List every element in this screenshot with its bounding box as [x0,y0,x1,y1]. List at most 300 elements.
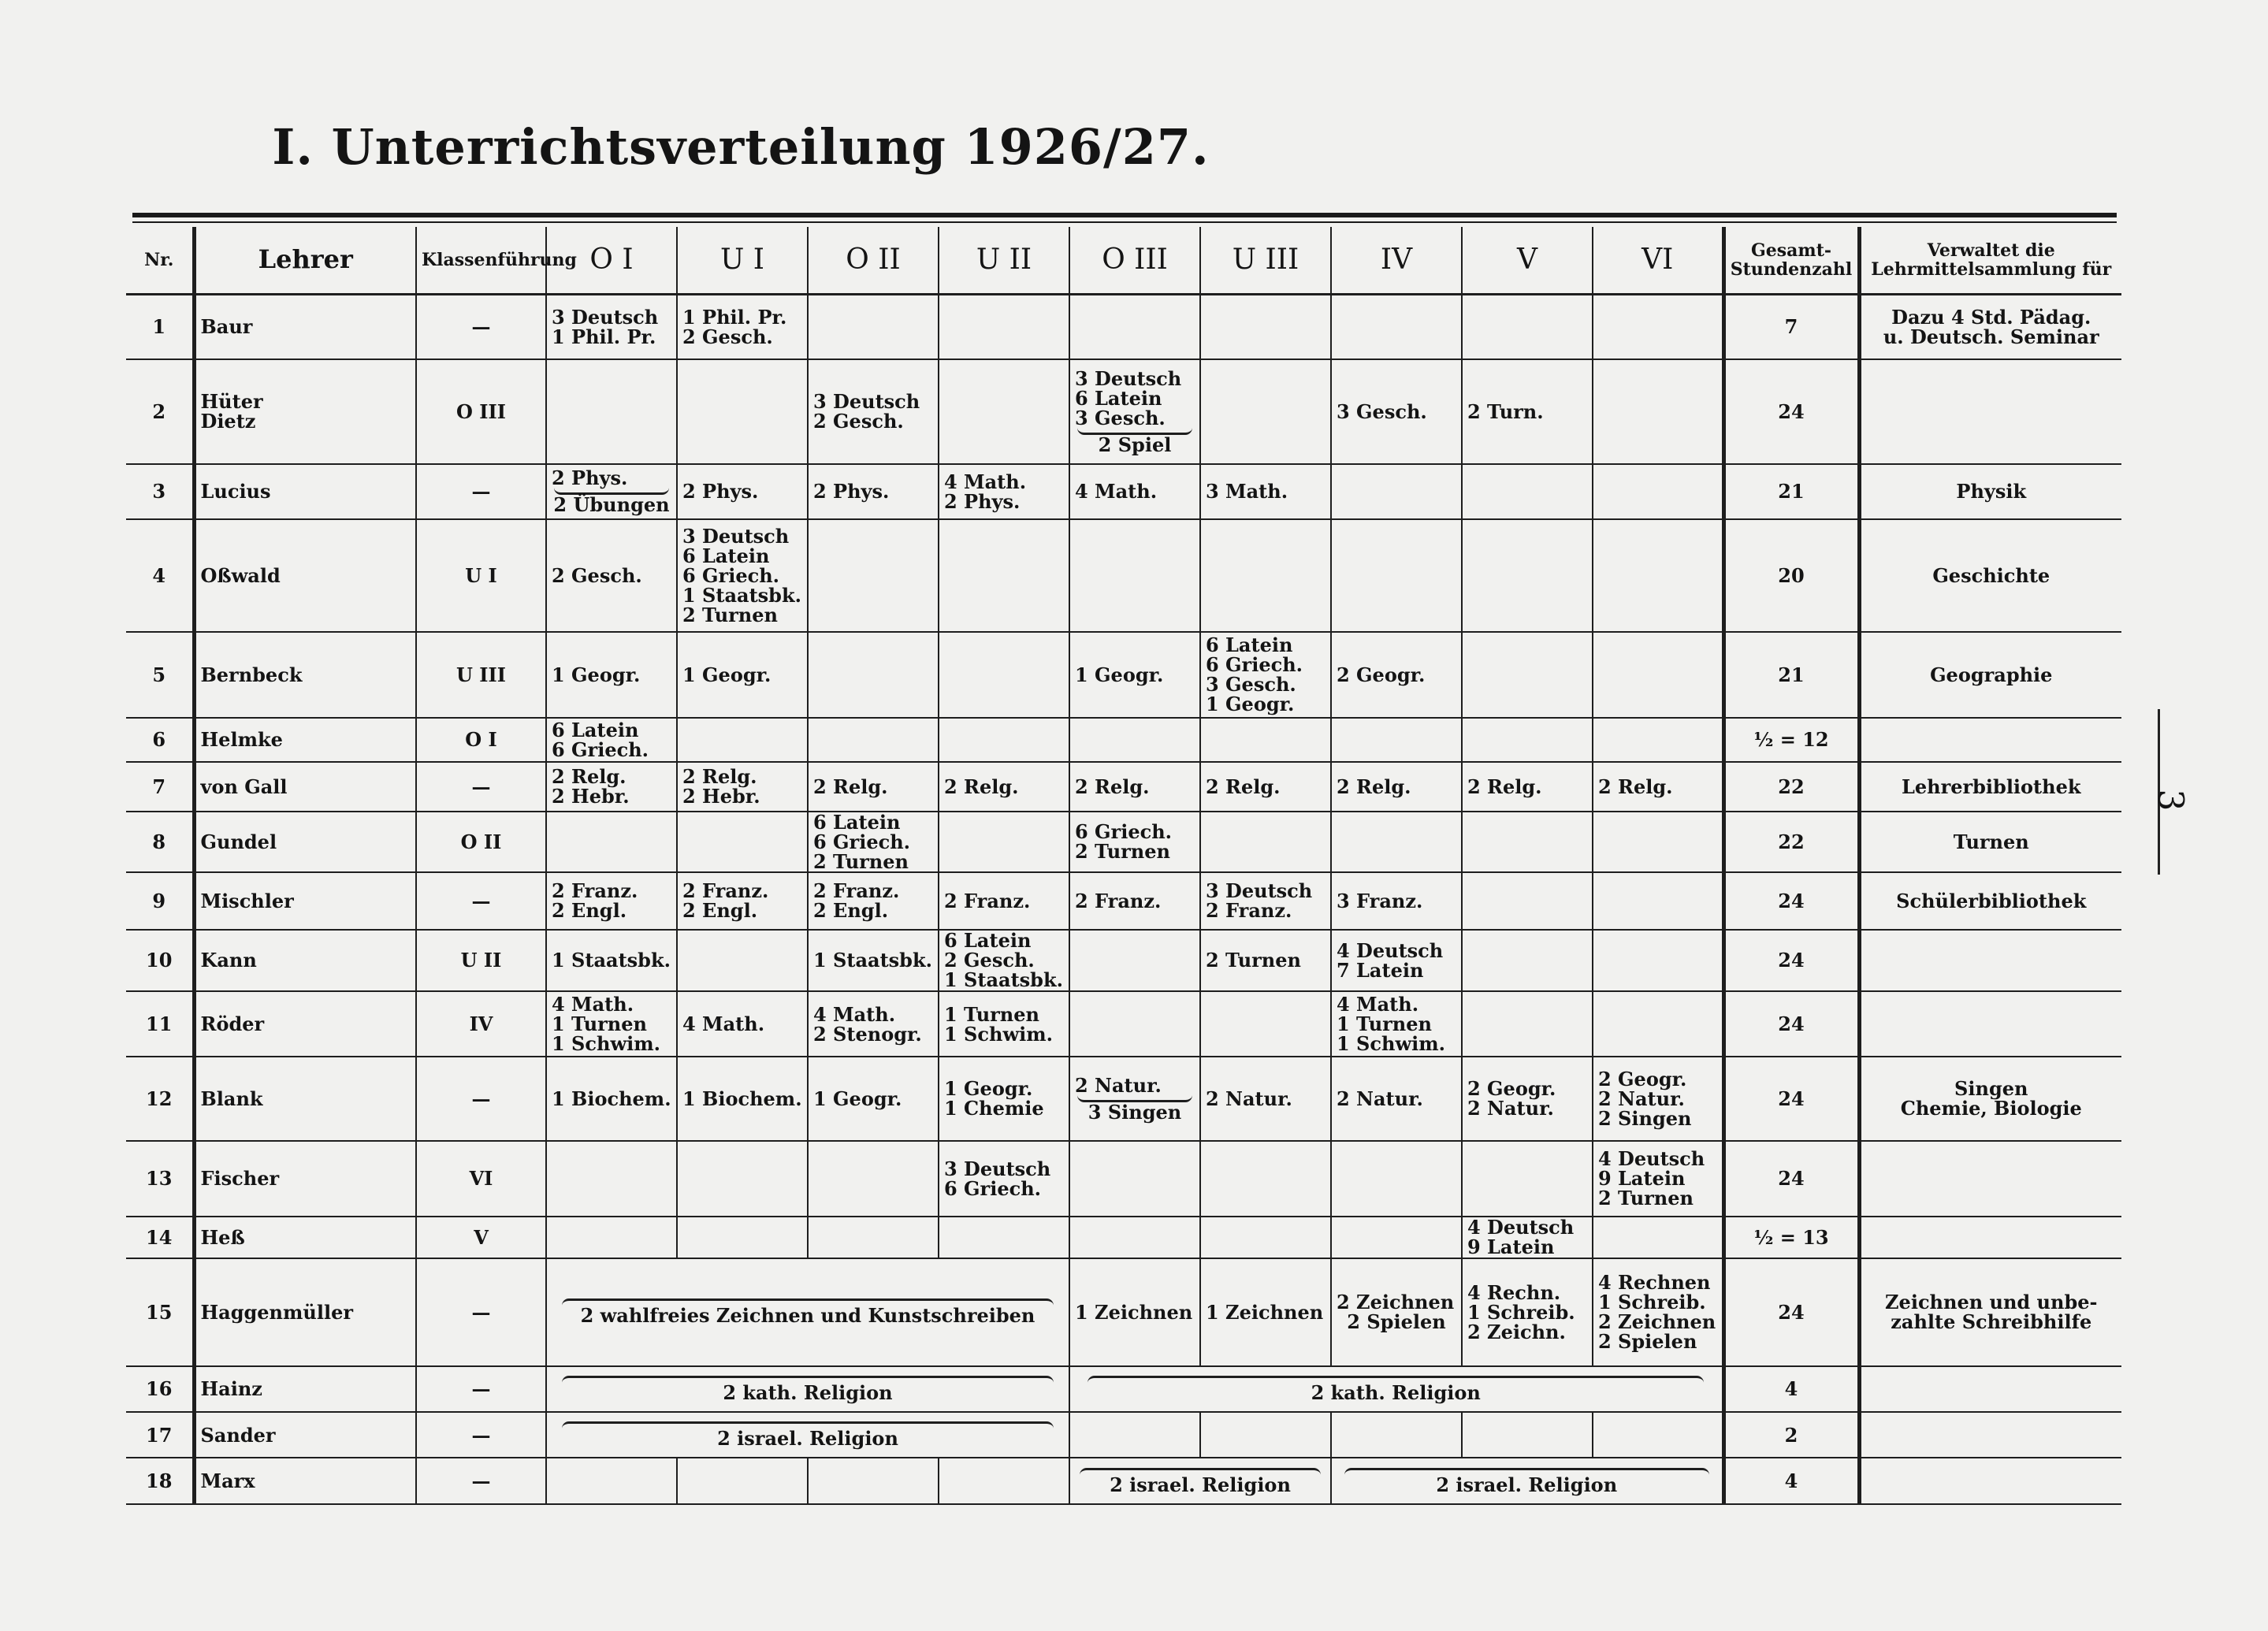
cell-oiii [1069,1412,1200,1458]
page-title: I. Unterrichtsverteilung 1926/27. [272,118,1210,176]
row-number: 7 [126,762,194,811]
cell-oiii [1069,1217,1200,1258]
class-lead: U I [416,519,546,632]
row-number: 14 [126,1217,194,1258]
class-lead: — [416,762,546,811]
cell-text: 3 Franz. [1337,889,1423,912]
total-hours: 24 [1723,930,1859,992]
cell-v [1462,872,1593,930]
cell-oiii [1069,359,1200,464]
row-number: 1 [126,294,194,359]
cell-text: 1 Zeichnen [1075,1300,1193,1324]
cell-ui [677,1141,808,1217]
cell-text: 4 Math. 1 Turnen 1 Schwim. [1337,993,1445,1056]
cell-vi [1593,718,1723,762]
row-number: 2 [126,359,194,464]
class-lead: — [416,464,546,520]
cell-oi [546,294,677,359]
class-lead: IV [416,991,546,1057]
cell-text: 2 Relg. [1075,775,1150,798]
total-hours: 24 [1723,1057,1859,1141]
cell-ui [677,359,808,464]
teacher-name: Oßwald [194,519,416,632]
cell-uiii [1200,718,1331,762]
cell-text: 1 Geogr. 1 Chemie [944,1077,1044,1120]
span-label: 2 Übungen [553,493,670,517]
cell-v [1462,464,1593,520]
cell-iv [1331,294,1462,359]
cell-v [1462,1412,1593,1458]
cell-vi [1593,812,1723,873]
total-hours: 24 [1723,1258,1859,1366]
cell-vi [1593,519,1723,632]
cell-v [1462,1141,1593,1217]
cell-oii [808,359,939,464]
class-lead: O II [416,812,546,873]
class-lead: — [416,1258,546,1366]
teacher-name: Kann [194,930,416,992]
cell-vi [1593,762,1723,811]
cell-text: 3 Deutsch 6 Griech. [944,1157,1051,1200]
cell-oi [546,1057,677,1141]
cell-text: 2 Relg. [1598,775,1673,798]
cell-text: 2 Relg. 2 Hebr. [552,765,630,808]
collection: Geschichte [1859,519,2121,632]
header-class-ui: U I [677,227,808,294]
cell-text: 4 Math. 1 Turnen 1 Schwim. [552,993,660,1056]
cell-iv [1331,762,1462,811]
total-hours: 24 [1723,991,1859,1057]
header-class-uii: U II [939,227,1069,294]
cell-vi [1593,991,1723,1057]
cell-text: 2 Relg. [813,775,888,798]
cell-text: 2 Phys. [552,466,628,490]
cell-oii [808,519,939,632]
span-israel-religion-middle [1069,1458,1331,1504]
cell-vi [1593,632,1723,718]
row-number: 4 [126,519,194,632]
table-row [126,762,2121,811]
cell-ui [677,519,808,632]
cell-text: 2 Zeichnen [1337,1291,1455,1314]
cell-text: 2 Gesch. [552,564,642,588]
cell-oiii [1069,1057,1200,1141]
cell-uii [939,762,1069,811]
cell-vi [1593,294,1723,359]
span-israel-religion-label: 2 israel. Religion [717,1427,898,1451]
table-row [126,1366,2121,1412]
cell-vi [1593,930,1723,992]
cell-text: 2 Phys. [813,480,890,503]
cell-v [1462,762,1593,811]
cell-uiii [1200,1141,1331,1217]
span-drawing-elective-label: 2 wahlfreies Zeichnen und Kunstschreiben [580,1304,1035,1328]
row-number: 11 [126,991,194,1057]
class-lead: V [416,1217,546,1258]
cell-uii [939,464,1069,520]
header-class-iv: IV [1331,227,1462,294]
total-hours: 24 [1723,359,1859,464]
cell-ui [677,930,808,992]
collection: Lehrerbibliothek [1859,762,2121,811]
row-number: 6 [126,718,194,762]
table-row [126,359,2121,464]
total-hours: 21 [1723,632,1859,718]
cell-oii [808,812,939,873]
cell-text: 2 Franz. 2 Engl. [813,879,900,923]
header-teacher: Lehrer [194,227,416,294]
cell-uii [939,930,1069,992]
row-number: 3 [126,464,194,520]
table-row [126,464,2121,520]
cell-text: 6 Latein 2 Gesch. 1 Staatsbk. [944,929,1063,992]
teacher-name: Gundel [194,812,416,873]
cell-v [1462,991,1593,1057]
table-row [126,1458,2121,1504]
cell-text: 2 Franz. [1075,889,1162,912]
cell-iv [1331,1141,1462,1217]
teacher-name: Sander [194,1412,416,1458]
cell-oi [546,930,677,992]
total-hours: 21 [1723,464,1859,520]
cell-uii [939,1141,1069,1217]
cell-oii [808,1458,939,1504]
cell-text: 3 Deutsch 6 Latein 6 Griech. 1 Staatsbk. 2 Turnen [682,525,801,627]
cell-uii [939,632,1069,718]
table-row [126,1217,2121,1258]
total-hours: 24 [1723,1141,1859,1217]
cell-uiii [1200,991,1331,1057]
span-catholic-religion-upper-label: 2 kath. Religion [723,1380,893,1404]
header-total: Gesamt-Stundenzahl [1723,227,1859,294]
collection [1859,1366,2121,1412]
header-class-lead: Klassenführung [416,227,546,294]
total-hours: 24 [1723,872,1859,930]
cell-uii [939,1458,1069,1504]
cell-text: 1 Geogr. [813,1087,902,1110]
table-row [126,812,2121,873]
header-class-oi: O I [546,227,677,294]
cell-vi [1593,872,1723,930]
cell-vi [1593,1258,1723,1366]
cell-uiii [1200,519,1331,632]
cell-oi [546,812,677,873]
class-lead: — [416,872,546,930]
table-row [126,872,2121,930]
cell-uii [939,718,1069,762]
class-lead: U II [416,930,546,992]
cell-ui [677,632,808,718]
cell-iv [1331,519,1462,632]
collection [1859,1217,2121,1258]
teacher-name: Hüter Dietz [194,359,416,464]
class-lead: O III [416,359,546,464]
cell-oi [546,762,677,811]
cell-text: 4 Math. [682,1012,765,1036]
cell-text: 2 Relg. [1206,775,1281,798]
cell-oi [546,718,677,762]
cell-iv [1331,872,1462,930]
cell-uii [939,519,1069,632]
span-games-label: 2 Spielen [1347,1310,1446,1334]
span-catholic-religion-lower-label: 2 kath. Religion [1311,1380,1481,1404]
header-class-uiii: U III [1200,227,1331,294]
total-hours: ½ = 12 [1723,718,1859,762]
span-catholic-religion-lower [1069,1366,1723,1412]
top-rule-thin [132,221,2117,223]
cell-text: 3 Deutsch 2 Gesch. [813,390,920,433]
cell-v [1462,718,1593,762]
row-number: 10 [126,930,194,992]
collection [1859,1458,2121,1504]
row-number: 18 [126,1458,194,1504]
row-number: 15 [126,1258,194,1366]
cell-oii [808,294,939,359]
cell-oiii [1069,1141,1200,1217]
cell-text: 2 Franz. [944,889,1031,912]
table-row [126,1412,2121,1458]
cell-oiii [1069,930,1200,992]
collection: Physik [1859,464,2121,520]
cell-text: 2 Natur. [1075,1073,1162,1097]
header-class-v: V [1462,227,1593,294]
cell-text: 3 Gesch. [1337,399,1427,423]
cell-v [1462,812,1593,873]
teacher-name: von Gall [194,762,416,811]
cell-text: 2 Relg. [1337,775,1411,798]
cell-oii [808,1057,939,1141]
cell-iv [1331,1057,1462,1141]
cell-text: 3 Deutsch 2 Franz. [1206,879,1313,923]
cell-text: 1 Phil. Pr. 2 Gesch. [682,305,787,348]
total-hours: 4 [1723,1458,1859,1504]
cell-ui [677,294,808,359]
cell-text: 4 Math. 2 Phys. [944,470,1027,513]
span-catholic-religion-upper [546,1366,1069,1412]
table-row [126,1258,2121,1366]
cell-uiii [1200,762,1331,811]
cell-uiii [1200,812,1331,873]
teacher-name: Haggenmüller [194,1258,416,1366]
class-lead: — [416,294,546,359]
cell-oiii [1069,464,1200,520]
class-lead: — [416,1458,546,1504]
class-lead: — [416,1412,546,1458]
cell-text: 2 Relg. [944,775,1019,798]
cell-text: 4 Math. [1075,480,1158,503]
table-row [126,294,2121,359]
cell-v [1462,1217,1593,1258]
header-nr: Nr. [126,227,194,294]
cell-iv [1331,718,1462,762]
cell-oiii [1069,519,1200,632]
collection: Geographie [1859,632,2121,718]
span-israel-religion-middle-label: 2 israel. Religion [1110,1473,1291,1496]
cell-vi [1593,1057,1723,1141]
teacher-name: Marx [194,1458,416,1504]
cell-uiii [1200,1258,1331,1366]
cell-text: 6 Latein 6 Griech. 2 Turnen [813,810,910,873]
class-lead: — [416,1366,546,1412]
cell-v [1462,294,1593,359]
cell-oi [546,872,677,930]
cell-iv [1331,359,1462,464]
cell-ui [677,812,808,873]
cell-text: 2 Natur. [1337,1087,1423,1110]
cell-ui [677,1217,808,1258]
cell-iv [1331,991,1462,1057]
table-row [126,519,2121,632]
cell-text: 1 Geogr. [682,663,771,686]
span-israel-religion-lower [1331,1458,1723,1504]
cell-uiii [1200,930,1331,992]
cell-ui [677,991,808,1057]
teacher-name: Fischer [194,1141,416,1217]
cell-oiii [1069,872,1200,930]
cell-uiii [1200,1057,1331,1141]
cell-uii [939,812,1069,873]
cell-text: 2 Geogr. [1337,663,1426,686]
cell-vi [1593,464,1723,520]
row-number: 12 [126,1057,194,1141]
cell-uii [939,1217,1069,1258]
total-hours: 2 [1723,1412,1859,1458]
cell-iv [1331,632,1462,718]
cell-v [1462,1057,1593,1141]
cell-oii [808,1217,939,1258]
collection [1859,359,2121,464]
cell-uiii [1200,1217,1331,1258]
span-drawing-elective [546,1258,1069,1366]
cell-uii [939,1057,1069,1141]
header-class-oiii: O III [1069,227,1200,294]
cell-text: 3 Math. [1206,480,1288,503]
cell-uii [939,359,1069,464]
collection: Dazu 4 Std. Pädag. u. Deutsch. Seminar [1859,294,2121,359]
cell-oii [808,464,939,520]
cell-text: 2 Franz. 2 Engl. [682,879,769,923]
cell-oiii [1069,718,1200,762]
cell-iv [1331,1258,1462,1366]
cell-text: 1 Staatsbk. [813,949,932,972]
row-number: 16 [126,1366,194,1412]
span-label: 3 Singen [1088,1100,1182,1124]
cell-vi [1593,1412,1723,1458]
cell-text: 2 Natur. [1206,1087,1292,1110]
total-hours: 7 [1723,294,1859,359]
cell-oi [546,1141,677,1217]
cell-v [1462,632,1593,718]
cell-oi [546,632,677,718]
cell-text: 2 Geogr. 2 Natur. 2 Singen [1598,1067,1692,1130]
cell-uiii [1200,294,1331,359]
cell-text: 1 Geogr. [1075,663,1164,686]
cell-oii [808,872,939,930]
row-number: 17 [126,1412,194,1458]
cell-uii [939,872,1069,930]
table-row [126,991,2121,1057]
collection: Schülerbibliothek [1859,872,2121,930]
header-class-oii: O II [808,227,939,294]
span-label: 2 Spiel [1098,433,1172,456]
cell-oii [808,930,939,992]
cell-text: 3 Deutsch 1 Phil. Pr. [552,305,659,348]
cell-uiii [1200,872,1331,930]
total-hours: 4 [1723,1366,1859,1412]
cell-text: 2 Relg. 2 Hebr. [682,765,760,808]
cell-ui [677,718,808,762]
cell-text: 2 Franz. 2 Engl. [552,879,638,923]
header-row [126,227,2121,294]
table-row [126,1057,2121,1141]
cell-text: 4 Rechnen 1 Schreib. 2 Zeichnen 2 Spielen [1598,1271,1716,1354]
cell-oiii [1069,294,1200,359]
row-number: 13 [126,1141,194,1217]
teacher-name: Hainz [194,1366,416,1412]
cell-text: 2 Turnen [1206,949,1301,972]
collection [1859,718,2121,762]
cell-text: 4 Rechn. 1 Schreib. 2 Zeichn. [1467,1280,1575,1343]
collection [1859,1412,2121,1458]
cell-iv [1331,464,1462,520]
span-israel-religion-lower-label: 2 israel. Religion [1436,1473,1618,1496]
header-class-vi: VI [1593,227,1723,294]
teacher-name: Röder [194,991,416,1057]
cell-text: 6 Latein 6 Griech. 3 Gesch. 1 Geogr. [1206,633,1303,716]
cell-text: 4 Deutsch 7 Latein [1337,938,1444,982]
cell-uiii [1200,632,1331,718]
cell-oiii [1069,632,1200,718]
total-hours: 20 [1723,519,1859,632]
cell-oiii [1069,1258,1200,1366]
cell-oii [808,718,939,762]
cell-oi [546,359,677,464]
cell-ui [677,1458,808,1504]
total-hours: 22 [1723,812,1859,873]
teacher-name: Helmke [194,718,416,762]
teacher-name: Mischler [194,872,416,930]
cell-text: 2 Geogr. 2 Natur. [1467,1077,1556,1120]
cell-oi [546,519,677,632]
cell-v [1462,1258,1593,1366]
cell-uiii [1200,464,1331,520]
cell-text: 6 Griech. 2 Turnen [1075,820,1172,864]
cell-oi [546,1458,677,1504]
cell-text: 1 Staatsbk. [552,949,671,972]
total-hours: ½ = 13 [1723,1217,1859,1258]
cell-text: 1 Turnen 1 Schwim. [944,1002,1053,1046]
collection [1859,930,2121,992]
cell-text: 2 Phys. [682,480,759,503]
cell-oi [546,464,677,520]
cell-ui [677,1057,808,1141]
cell-oi [546,1217,677,1258]
collection: Singen Chemie, Biologie [1859,1057,2121,1141]
collection: Zeichnen und unbe- zahlte Schreibhilfe [1859,1258,2121,1366]
cell-text: 1 Zeichnen [1206,1300,1324,1324]
cell-vi [1593,1217,1723,1258]
cell-iv [1331,812,1462,873]
cell-v [1462,519,1593,632]
cell-oiii [1069,991,1200,1057]
cell-uii [939,991,1069,1057]
cell-oi [546,991,677,1057]
cell-iv [1331,1217,1462,1258]
table-row [126,718,2121,762]
table-row [126,930,2121,992]
cell-vi [1593,1141,1723,1217]
cell-v [1462,359,1593,464]
